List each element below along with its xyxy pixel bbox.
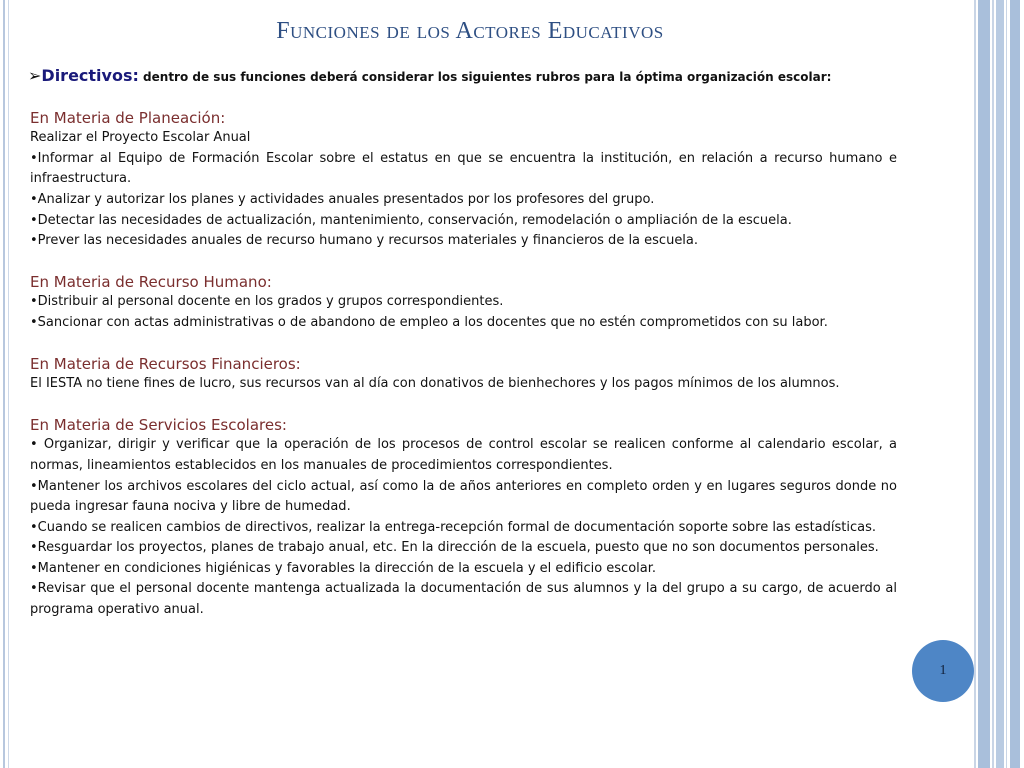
list-item: •Detectar las necesidades de actualización, mantenimiento, conservación, remodelación o ampliación de la escuela. <box>30 212 792 228</box>
list-item: •Informar al Equipo de Formación Escolar sobre el estatus en que se encuentra la institución, en relación a recurso humano e infraestructura. <box>30 150 897 187</box>
list-item: •Analizar y autorizar los planes y actividades anuales presentados por los profesores del grupo. <box>30 191 655 207</box>
intro-lead: Directivos: <box>41 66 139 85</box>
right-border-decoration <box>974 0 1024 768</box>
section-heading-planeacion: En Materia de Planeación: <box>30 108 226 127</box>
slide-body <box>30 66 897 621</box>
list-item: •Sancionar con actas administrativas o de abandono de empleo a los docentes que no estén comprometidos con su labor. <box>30 314 828 330</box>
list-item: •Distribuir al personal docente en los grados y grupos correspondientes. <box>30 294 504 310</box>
section-heading-financieros: En Materia de Recursos Financieros: <box>30 354 301 373</box>
list-item: Realizar el Proyecto Escolar Anual <box>30 130 251 146</box>
left-border-decoration <box>0 0 12 768</box>
section-heading-servicios: En Materia de Servicios Escolares: <box>30 415 287 434</box>
slide-title: Funciones de los Actores Educativos <box>276 18 664 44</box>
list-item: El IESTA no tiene fines de lucro, sus recursos van al día con donativos de bienhechores y los pagos mínimos de los alumnos. <box>30 376 840 392</box>
list-item: •Cuando se realicen cambios de directivos, realizar la entrega-recepción formal de documentación soporte sobre las estadísticas. <box>30 519 877 535</box>
list-item: •Revisar que el personal docente mantenga actualizada la documentación de sus alumnos y la del grupo a su cargo, de acuerdo al programa operativo anual. <box>30 581 897 618</box>
list-item: •Mantener los archivos escolares del ciclo actual, así como la de años anteriores en completo orden y en lugares seguros donde no pueda ingresar fauna nociva y libre de humedad. <box>30 478 897 515</box>
page-number-badge: 1 <box>912 640 974 702</box>
list-item: • Organizar, dirigir y verificar que la operación de los procesos de control escolar se realicen conforme al calendario escolar, a normas, lineamientos establecidos en los manuales de procedimientos correspondientes. <box>30 437 897 473</box>
list-item: •Prever las necesidades anuales de recurso humano y recursos materiales y financieros de la escuela. <box>30 233 699 249</box>
list-item: •Resguardar los proyectos, planes de trabajo anual, etc. En la dirección de la escuela, puesto que no son documentos personales. <box>30 540 879 556</box>
intro-line <box>30 66 897 88</box>
list-item: •Mantener en condiciones higiénicas y favorables la dirección de la escuela y el edificio escolar. <box>30 560 657 576</box>
arrow-bullet-icon: ➢ <box>28 66 42 85</box>
intro-text: dentro de sus funciones deberá considerar los siguientes rubros para la óptima organización escolar: <box>138 70 832 84</box>
section-heading-recurso-humano: En Materia de Recurso Humano: <box>30 272 272 291</box>
